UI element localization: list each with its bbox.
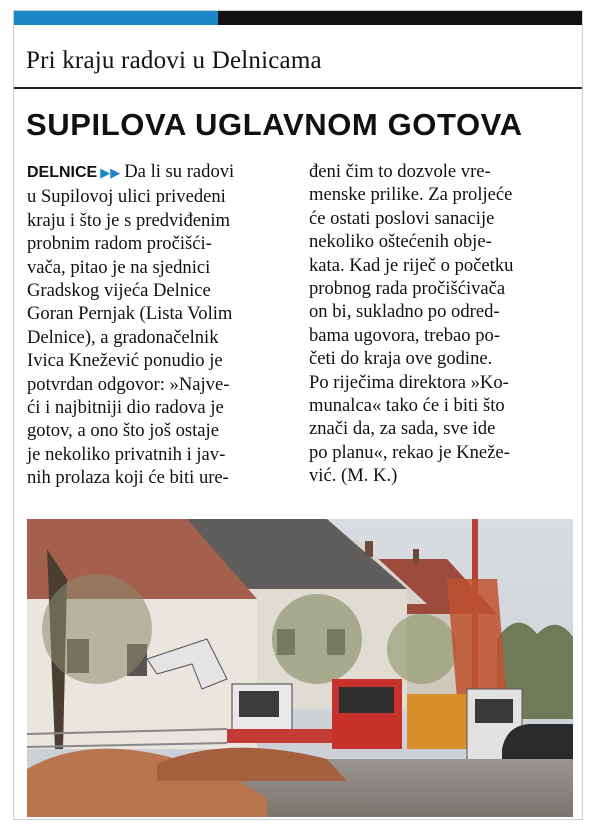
newspaper-clipping bbox=[13, 10, 583, 820]
article-column-right bbox=[309, 160, 570, 488]
article-line: on bi, sukladno po odred- bbox=[309, 301, 500, 323]
article-line: probnog rada pročišćivača bbox=[309, 278, 506, 300]
article-line: đeni čim to dozvole vre- bbox=[309, 161, 491, 182]
article-line: gotov, a ono što još ostaje bbox=[27, 420, 219, 442]
article-line: je nekoliko privatnih i jav- bbox=[27, 443, 226, 465]
article-line: menske prilike. Za proljeće bbox=[309, 184, 513, 206]
article-line: Ivica Knežević ponudio je bbox=[27, 350, 223, 372]
article-line: Gradskog vijeća Delnice bbox=[27, 280, 211, 302]
article-line: vača, pitao je na sjednici bbox=[27, 256, 211, 278]
article-line: u Supilovoj ulici privedeni bbox=[27, 186, 226, 208]
article-line: vić. (M. K.) bbox=[309, 465, 398, 487]
article-line: po planu«, rekao je Kneže- bbox=[309, 441, 510, 463]
article-line: će ostati poslovi sanacije bbox=[309, 207, 495, 229]
article-line: kraju i što je s predviđenim bbox=[27, 209, 230, 231]
article-line: kata. Kad je riječ o početku bbox=[309, 254, 514, 276]
color-bar-blue bbox=[14, 11, 218, 25]
headline: SUPILOVA UGLAVNOM GOTOVA bbox=[26, 107, 523, 142]
article-line: ći i najbitniji dio radova je bbox=[27, 397, 224, 419]
color-bar-dark bbox=[218, 11, 582, 25]
article-line: potvrdan odgovor: »Najve- bbox=[27, 373, 230, 395]
article-line bbox=[27, 160, 288, 185]
article-line: Goran Pernjak (Lista Volim bbox=[27, 303, 233, 325]
article-line: znači da, za sada, sve ide bbox=[309, 418, 496, 440]
article-line: Delnice), a gradonačelnik bbox=[27, 326, 219, 348]
article-line: nekoliko oštećenih obje- bbox=[309, 231, 492, 253]
article-line: nih prolaza koji će biti ure- bbox=[27, 467, 229, 489]
article-line: bama ugovora, trebao po- bbox=[309, 324, 501, 346]
article-line: Po riječima direktora »Ko- bbox=[309, 371, 509, 393]
article-line-text: Da li su radovi bbox=[124, 161, 235, 182]
kicker-box bbox=[14, 25, 582, 89]
street-construction-photo bbox=[27, 519, 573, 817]
double-chevron-right-icon: ▶▶ bbox=[100, 166, 121, 181]
article-column-left bbox=[27, 160, 288, 490]
kicker: Pri kraju radovi u Delnicama bbox=[26, 47, 322, 74]
dateline: DELNICE bbox=[27, 164, 98, 181]
article-line: munalca« tako će i biti što bbox=[309, 395, 505, 417]
color-bar bbox=[14, 11, 582, 25]
article-line: četi do kraja ove godine. bbox=[309, 348, 493, 370]
article-line: probnim radom pročišći- bbox=[27, 233, 212, 255]
